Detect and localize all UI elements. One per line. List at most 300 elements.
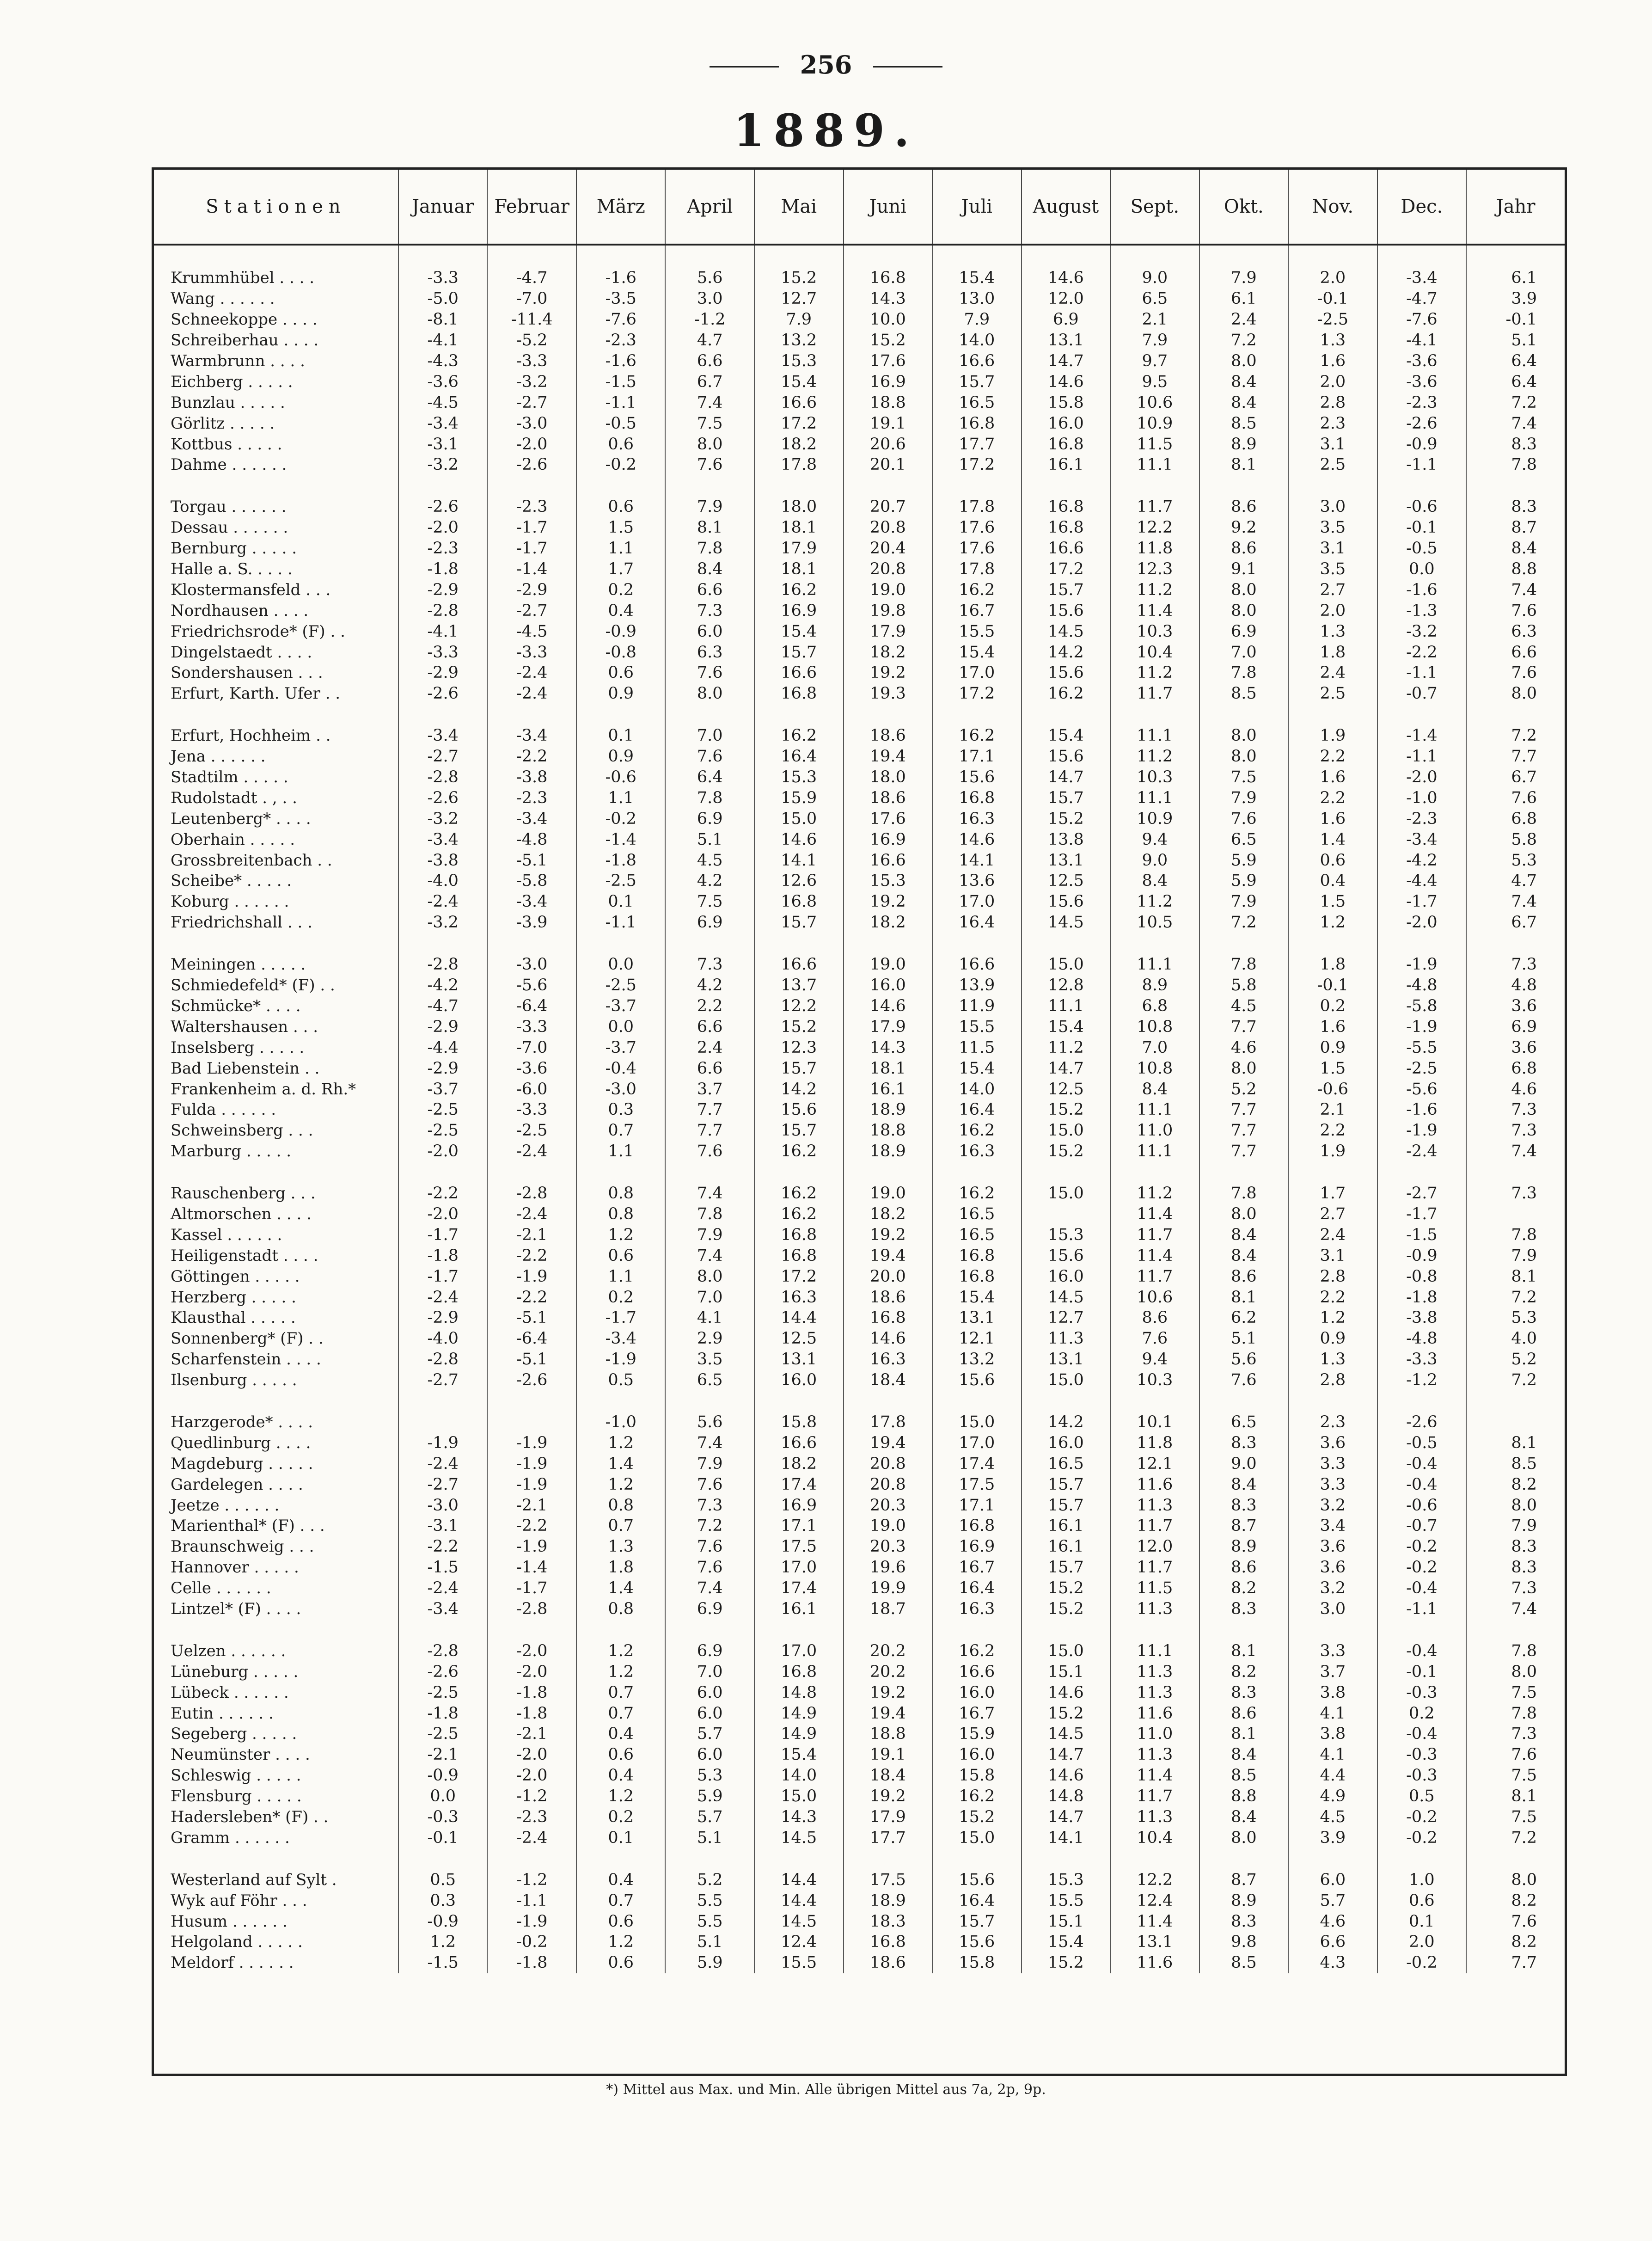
temperature-cell: 8.1	[1199, 1724, 1289, 1744]
temperature-cell: -2.0	[1377, 912, 1467, 933]
temperature-cell: 5.8	[1199, 975, 1289, 996]
temperature-cell: 0.3	[576, 1099, 666, 1120]
temperature-cell: 13.2	[754, 330, 844, 351]
temperature-cell: 4.1	[1288, 1744, 1377, 1765]
temperature-cell: -1.4	[487, 559, 576, 580]
separator-cell	[1377, 1162, 1467, 1183]
temperature-cell: 17.5	[754, 1536, 844, 1557]
separator-cell	[1199, 1391, 1289, 1412]
temperature-cell: 5.7	[665, 1724, 754, 1744]
table-row	[154, 975, 1565, 996]
temperature-cell: 7.2	[1466, 392, 1565, 413]
temperature-cell: -4.8	[487, 829, 576, 850]
temperature-cell: 0.8	[576, 1599, 666, 1620]
temperature-cell: 18.4	[844, 1765, 933, 1786]
temperature-cell: 7.5	[1466, 1807, 1565, 1828]
table-row	[154, 1453, 1565, 1474]
temperature-cell: 16.1	[844, 1079, 933, 1099]
table-row	[154, 1640, 1565, 1661]
temperature-cell: 16.2	[754, 1141, 844, 1162]
station-name: Harzgerode* . . . .	[171, 1412, 313, 1431]
temperature-cell: 1.7	[576, 559, 666, 580]
temperature-cell: 12.2	[1110, 517, 1199, 538]
temperature-cell: 19.3	[844, 683, 933, 704]
separator-cell	[665, 1162, 754, 1183]
table-row	[154, 517, 1565, 538]
temperature-cell: 7.7	[1199, 1016, 1289, 1037]
table-row	[154, 1495, 1565, 1516]
table-row	[154, 1099, 1565, 1120]
temperature-cell: 8.9	[1110, 975, 1199, 996]
temperature-cell: 20.7	[844, 497, 933, 517]
temperature-cell: 0.6	[576, 663, 666, 683]
temperature-cell: 15.5	[932, 1016, 1022, 1037]
temperature-cell: -3.1	[398, 1516, 488, 1536]
temperature-cell: -3.5	[576, 289, 666, 309]
temperature-cell: 2.1	[1288, 1099, 1377, 1120]
station-name: Herzberg . . . . .	[171, 1288, 296, 1307]
temperature-cell: 17.6	[844, 351, 933, 372]
temperature-cell: 11.7	[1110, 1266, 1199, 1287]
temperature-cell: -2.5	[398, 1099, 488, 1120]
temperature-cell: 3.2	[1288, 1495, 1377, 1516]
temperature-cell: 15.0	[754, 1786, 844, 1807]
temperature-cell: 16.0	[932, 1682, 1022, 1703]
table-row	[154, 1432, 1565, 1453]
temperature-cell: 15.3	[754, 767, 844, 788]
temperature-cell: 0.2	[1377, 1703, 1467, 1724]
temperature-cell: -0.3	[1377, 1765, 1467, 1786]
temperature-cell: 19.2	[844, 891, 933, 912]
temperature-cell: 0.5	[398, 1869, 488, 1890]
station-name: Meldorf . . . . . .	[171, 1953, 294, 1972]
temperature-cell: 20.1	[844, 454, 933, 475]
temperature-cell: 12.7	[1022, 1308, 1111, 1328]
separator-cell	[487, 704, 576, 725]
temperature-cell: 11.1	[1110, 1141, 1199, 1162]
station-name: Schleswig . . . . .	[171, 1766, 301, 1785]
temperature-cell: 0.1	[1377, 1911, 1467, 1932]
separator-cell	[1466, 245, 1565, 268]
temperature-cell: 7.5	[1199, 767, 1289, 788]
temperature-cell: 7.4	[1466, 1141, 1565, 1162]
temperature-cell: 0.3	[398, 1890, 488, 1911]
temperature-cell: -4.4	[398, 1037, 488, 1058]
separator-cell	[1288, 1162, 1377, 1183]
temperature-cell: 19.1	[844, 1744, 933, 1765]
temperature-cell: 13.0	[932, 289, 1022, 309]
temperature-cell: 8.6	[1199, 1703, 1289, 1724]
separator-cell	[1199, 1162, 1289, 1183]
column-header-month: Nov.	[1288, 170, 1377, 245]
temperature-cell: 19.8	[844, 600, 933, 621]
temperature-cell: 8.0	[1199, 725, 1289, 746]
temperature-cell: 17.1	[932, 1495, 1022, 1516]
temperature-cell: 11.5	[1110, 1578, 1199, 1599]
table-row	[154, 1557, 1565, 1578]
temperature-cell: 3.6	[1288, 1432, 1377, 1453]
separator-cell	[1288, 1619, 1377, 1640]
temperature-cell: -2.2	[398, 1183, 488, 1204]
temperature-cell: -7.6	[576, 309, 666, 330]
temperature-cell: 6.0	[665, 1703, 754, 1724]
temperature-cell: 15.5	[1022, 1890, 1111, 1911]
temperature-cell: 7.7	[1466, 1952, 1565, 1973]
temperature-cell: 1.3	[1288, 621, 1377, 642]
temperature-cell: 0.6	[576, 1744, 666, 1765]
temperature-cell: 14.6	[1022, 1765, 1111, 1786]
separator-cell	[398, 1162, 488, 1183]
table-row	[154, 1141, 1565, 1162]
table-row	[154, 579, 1565, 600]
temperature-cell: 18.1	[754, 517, 844, 538]
temperature-cell: 17.4	[754, 1578, 844, 1599]
temperature-cell: 8.0	[1199, 1058, 1289, 1079]
temperature-cell: 7.6	[1199, 808, 1289, 829]
station-name: Schreiberhau . . . .	[171, 331, 319, 350]
temperature-cell: 17.5	[932, 1474, 1022, 1495]
temperature-cell: 15.6	[1022, 663, 1111, 683]
separator-cell	[844, 1391, 933, 1412]
temperature-cell: 7.5	[665, 413, 754, 434]
temperature-cell: -3.0	[487, 413, 576, 434]
temperature-cell: 14.3	[754, 1807, 844, 1828]
temperature-cell: -2.2	[1377, 642, 1467, 663]
temperature-cell: 16.9	[932, 1536, 1022, 1557]
temperature-cell: 1.3	[576, 1536, 666, 1557]
temperature-cell: 11.4	[1110, 1911, 1199, 1932]
temperature-cell: 6.6	[665, 1016, 754, 1037]
temperature-cell: 1.9	[1288, 1141, 1377, 1162]
temperature-cell: 8.0	[665, 683, 754, 704]
temperature-cell: -5.5	[1377, 1037, 1467, 1058]
temperature-cell: 19.1	[844, 413, 933, 434]
table-row	[154, 1536, 1565, 1557]
temperature-cell: 14.1	[932, 850, 1022, 871]
separator-cell	[398, 1391, 488, 1412]
station-name: Bad Liebenstein . .	[171, 1059, 320, 1078]
temperature-cell: 7.4	[665, 1245, 754, 1266]
temperature-cell: -2.6	[487, 454, 576, 475]
temperature-cell: 0.2	[576, 1287, 666, 1308]
temperature-cell: 4.4	[1288, 1765, 1377, 1786]
table-row	[154, 683, 1565, 704]
temperature-cell: 12.7	[754, 289, 844, 309]
separator-cell	[398, 933, 488, 954]
station-name: Rauschenberg . . .	[171, 1184, 316, 1203]
temperature-cell: 15.5	[754, 1952, 844, 1973]
temperature-cell: 11.7	[1110, 1516, 1199, 1536]
station-name: Inselsberg . . . . .	[171, 1038, 305, 1057]
temperature-cell: 4.5	[665, 850, 754, 871]
temperature-cell: 13.7	[754, 975, 844, 996]
temperature-cell: -0.7	[1377, 683, 1467, 704]
temperature-cell	[1466, 1204, 1565, 1225]
table-row	[154, 371, 1565, 392]
temperature-cell: 15.8	[932, 1765, 1022, 1786]
temperature-cell: 10.1	[1110, 1412, 1199, 1433]
column-header-month: Januar	[398, 170, 488, 245]
temperature-cell: 17.0	[932, 1432, 1022, 1453]
temperature-cell: 6.0	[665, 621, 754, 642]
temperature-cell: 15.4	[1022, 725, 1111, 746]
separator-cell	[1288, 245, 1377, 268]
temperature-cell: -3.3	[1377, 1349, 1467, 1370]
separator-cell	[844, 245, 933, 268]
temperature-cell: 14.6	[1022, 1682, 1111, 1703]
temperature-cell: 18.4	[844, 1370, 933, 1391]
temperature-cell: 12.4	[754, 1932, 844, 1952]
temperature-cell: 0.9	[1288, 1328, 1377, 1349]
temperature-cell: -0.2	[1377, 1536, 1467, 1557]
separator-cell	[487, 1619, 576, 1640]
temperature-cell: 7.6	[665, 746, 754, 767]
temperature-cell: 11.2	[1110, 891, 1199, 912]
temperature-cell: 3.5	[665, 1349, 754, 1370]
temperature-cell: 11.5	[932, 1037, 1022, 1058]
temperature-cell: -1.7	[1377, 891, 1467, 912]
temperature-cell: 11.3	[1110, 1495, 1199, 1516]
temperature-cell: 17.7	[932, 434, 1022, 454]
temperature-cell: 11.7	[1110, 1786, 1199, 1807]
temperature-cell: 10.5	[1110, 912, 1199, 933]
temperature-cell: 17.8	[932, 559, 1022, 580]
monthly-mean-temperature-table	[154, 170, 1565, 1973]
temperature-cell: 4.8	[1466, 975, 1565, 996]
temperature-cell: -3.2	[398, 912, 488, 933]
temperature-cell: 7.6	[665, 454, 754, 475]
temperature-cell: 1.8	[1288, 954, 1377, 975]
temperature-cell: 8.0	[1466, 1869, 1565, 1890]
temperature-cell: 0.4	[576, 1724, 666, 1744]
temperature-cell: 15.6	[1022, 1245, 1111, 1266]
temperature-cell: 2.2	[665, 996, 754, 1017]
temperature-cell: 8.0	[1466, 683, 1565, 704]
temperature-cell: 13.6	[932, 871, 1022, 891]
table-row	[154, 642, 1565, 663]
temperature-cell: 6.9	[665, 912, 754, 933]
temperature-cell: 17.2	[932, 454, 1022, 475]
separator-cell	[576, 1848, 666, 1869]
temperature-cell: 5.7	[665, 1807, 754, 1828]
temperature-cell: 19.2	[844, 1786, 933, 1807]
temperature-cell: 16.4	[932, 1578, 1022, 1599]
temperature-cell: 4.2	[665, 975, 754, 996]
temperature-cell: 16.2	[754, 579, 844, 600]
temperature-cell: -1.7	[398, 1266, 488, 1287]
temperature-cell: 0.4	[1288, 871, 1377, 891]
station-name: Scharfenstein . . . .	[171, 1350, 321, 1369]
temperature-cell: -2.9	[398, 663, 488, 683]
table-row	[154, 1807, 1565, 1828]
temperature-cell: 8.0	[1199, 600, 1289, 621]
temperature-cell: 2.2	[1288, 787, 1377, 808]
temperature-cell: -1.7	[1377, 1204, 1467, 1225]
temperature-cell: 8.3	[1199, 1599, 1289, 1620]
temperature-cell: 16.2	[754, 1204, 844, 1225]
temperature-cell: 8.0	[1466, 1661, 1565, 1682]
temperature-cell: -0.9	[398, 1765, 488, 1786]
temperature-cell: -1.8	[398, 1703, 488, 1724]
temperature-cell: 8.6	[1110, 1308, 1199, 1328]
temperature-cell: -2.0	[398, 517, 488, 538]
table-row	[154, 351, 1565, 372]
temperature-cell: 3.1	[1288, 1245, 1377, 1266]
temperature-cell: 5.7	[1288, 1890, 1377, 1911]
temperature-cell: 12.1	[1110, 1453, 1199, 1474]
temperature-cell: 15.6	[932, 1932, 1022, 1952]
temperature-cell: 3.5	[1288, 559, 1377, 580]
temperature-cell: 8.2	[1466, 1474, 1565, 1495]
table-row	[154, 268, 1565, 289]
temperature-cell: 0.1	[576, 1827, 666, 1848]
temperature-cell: 16.2	[932, 1640, 1022, 1661]
temperature-cell: -0.1	[1377, 1661, 1467, 1682]
temperature-cell: -1.9	[1377, 1120, 1467, 1141]
station-name: Waltershausen . . .	[171, 1017, 318, 1036]
temperature-cell: 18.2	[754, 434, 844, 454]
temperature-cell: -2.4	[487, 683, 576, 704]
temperature-cell: -0.4	[1377, 1640, 1467, 1661]
temperature-cell: -2.5	[1377, 1058, 1467, 1079]
temperature-cell: 6.1	[1466, 268, 1565, 289]
temperature-cell: -7.0	[487, 1037, 576, 1058]
station-name: Frankenheim a. d. Rh.*	[171, 1080, 356, 1099]
temperature-cell: 12.8	[1022, 975, 1111, 996]
temperature-cell: 7.7	[1199, 1141, 1289, 1162]
temperature-cell: 15.4	[932, 642, 1022, 663]
temperature-cell: -1.7	[487, 517, 576, 538]
table-row	[154, 996, 1565, 1017]
temperature-cell: 1.8	[576, 1557, 666, 1578]
temperature-cell: 16.3	[844, 1349, 933, 1370]
temperature-cell: -2.4	[487, 1141, 576, 1162]
table-row	[154, 850, 1565, 871]
temperature-cell: 11.1	[1110, 787, 1199, 808]
temperature-cell: 16.0	[932, 1744, 1022, 1765]
temperature-cell: 13.1	[1022, 1349, 1111, 1370]
temperature-cell: 2.0	[1288, 268, 1377, 289]
station-name: Grossbreitenbach . .	[171, 851, 332, 870]
group-separator	[154, 1619, 1565, 1640]
temperature-cell: -2.8	[487, 1183, 576, 1204]
table-row	[154, 1308, 1565, 1328]
separator-cell	[398, 245, 488, 268]
temperature-cell: 11.3	[1110, 1599, 1199, 1620]
temperature-cell: 11.7	[1110, 683, 1199, 704]
temperature-cell: -0.5	[1377, 1432, 1467, 1453]
temperature-cell: 18.1	[754, 559, 844, 580]
temperature-cell: 1.3	[1288, 1349, 1377, 1370]
temperature-cell: 10.9	[1110, 808, 1199, 829]
temperature-cell: 16.6	[754, 663, 844, 683]
temperature-cell: 12.1	[932, 1328, 1022, 1349]
temperature-cell: 8.9	[1199, 434, 1289, 454]
table-row	[154, 1827, 1565, 1848]
temperature-cell: 17.8	[754, 454, 844, 475]
station-name: Torgau . . . . . .	[171, 497, 287, 516]
temperature-cell: 10.0	[844, 309, 933, 330]
separator-cell	[844, 1619, 933, 1640]
temperature-cell: -1.8	[487, 1952, 576, 1973]
temperature-cell: 14.7	[1022, 1058, 1111, 1079]
temperature-cell: 5.6	[1199, 1349, 1289, 1370]
temperature-cell: 16.7	[932, 1703, 1022, 1724]
temperature-cell: 16.5	[932, 1224, 1022, 1245]
separator-cell	[665, 475, 754, 497]
separator-cell	[487, 1391, 576, 1412]
station-name: Klostermansfeld . . .	[171, 580, 331, 599]
temperature-cell: 7.3	[1466, 1120, 1565, 1141]
column-header-month: Sept.	[1110, 170, 1199, 245]
station-name: Marburg . . . . .	[171, 1142, 292, 1161]
column-header-stationen: Stationen	[154, 170, 398, 245]
temperature-cell: 16.7	[932, 600, 1022, 621]
temperature-cell: -4.5	[398, 392, 488, 413]
temperature-cell: 0.2	[1288, 996, 1377, 1017]
temperature-cell: -2.2	[398, 1536, 488, 1557]
temperature-cell: -2.2	[487, 1287, 576, 1308]
station-name: Oberhain . . . . .	[171, 830, 295, 849]
temperature-cell: 14.5	[1022, 1724, 1111, 1744]
table-row	[154, 1183, 1565, 1204]
temperature-cell: 8.4	[1199, 1474, 1289, 1495]
temperature-cell: -0.2	[576, 454, 666, 475]
temperature-cell: 2.0	[1377, 1932, 1467, 1952]
temperature-cell: 11.7	[1110, 497, 1199, 517]
temperature-cell: -2.9	[487, 579, 576, 600]
temperature-cell: -2.3	[576, 330, 666, 351]
temperature-cell: -0.6	[576, 767, 666, 788]
temperature-cell: 1.2	[576, 1474, 666, 1495]
table-row	[154, 454, 1565, 475]
temperature-cell: 1.6	[1288, 767, 1377, 788]
temperature-cell: 8.0	[1199, 579, 1289, 600]
temperature-cell: 1.2	[576, 1661, 666, 1682]
temperature-cell: 15.1	[1022, 1911, 1111, 1932]
temperature-cell	[1022, 1204, 1111, 1225]
temperature-cell: -2.4	[487, 663, 576, 683]
temperature-cell: 3.0	[1288, 1599, 1377, 1620]
temperature-cell: 15.2	[1022, 1599, 1111, 1620]
temperature-cell: 12.5	[1022, 871, 1111, 891]
temperature-cell: 15.2	[1022, 1703, 1111, 1724]
temperature-cell: 7.8	[1466, 1224, 1565, 1245]
temperature-cell: 15.7	[754, 1120, 844, 1141]
table-row	[154, 600, 1565, 621]
temperature-cell: 8.0	[1199, 351, 1289, 372]
temperature-cell: 13.1	[754, 1349, 844, 1370]
temperature-cell: 7.2	[665, 1516, 754, 1536]
separator-cell	[576, 933, 666, 954]
temperature-cell: 15.4	[754, 1744, 844, 1765]
temperature-cell: 11.3	[1022, 1328, 1111, 1349]
temperature-cell: 16.0	[1022, 1266, 1111, 1287]
temperature-cell: 18.6	[844, 1287, 933, 1308]
temperature-cell: -0.9	[398, 1911, 488, 1932]
column-header-month: Juli	[932, 170, 1022, 245]
temperature-cell: 17.2	[754, 1266, 844, 1287]
temperature-cell: 8.6	[1199, 497, 1289, 517]
temperature-cell: -1.7	[487, 1578, 576, 1599]
temperature-cell: 13.1	[1022, 850, 1111, 871]
separator-cell	[1110, 1391, 1199, 1412]
temperature-cell: 5.6	[665, 1412, 754, 1433]
temperature-cell: 16.6	[754, 1432, 844, 1453]
separator-cell	[932, 933, 1022, 954]
temperature-cell: -0.8	[1377, 1266, 1467, 1287]
table-row	[154, 1952, 1565, 1973]
